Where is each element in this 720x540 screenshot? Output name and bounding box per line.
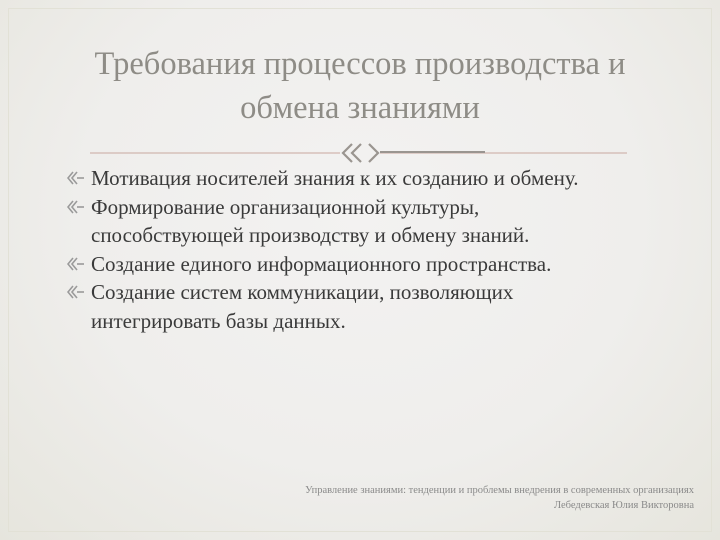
bullet-chevron-icon: [67, 171, 85, 185]
title-line-2: обмена знаниями: [240, 90, 480, 126]
bullet-item-communication: [67, 278, 687, 335]
bullet-text-continued: интегрировать базы данных.: [91, 308, 346, 333]
bullet-item-motivation: [67, 164, 687, 193]
divider-ornament-icon: [90, 142, 627, 166]
footer-course-title: Управление знаниями: тенденции и проблемы внедрения в современных организациях: [305, 485, 694, 496]
title-line-1: Требования процессов производства и: [94, 46, 626, 82]
bullet-item-culture: [67, 193, 687, 250]
bullet-text-continued: способствующей производству и обмену знаний.: [91, 223, 530, 247]
bullet-text: Создание единого информационного пространства.: [91, 251, 552, 276]
bullet-list: [67, 164, 687, 335]
slide-title: [0, 42, 720, 130]
bullet-chevron-icon: [67, 285, 85, 299]
bullet-text: Формирование организационной культуры,: [91, 194, 480, 219]
bullet-text: Создание систем коммуникации, позволяющих: [91, 280, 514, 304]
bullet-chevron-icon: [67, 200, 85, 214]
bullet-text: Мотивация носителей знания к их созданию и обмену.: [91, 166, 579, 190]
slide-footer: [214, 484, 694, 513]
footer-author: Лебедевская Юлия Викторовна: [553, 499, 694, 511]
bullet-chevron-icon: [67, 257, 85, 271]
bullet-item-info-space: [67, 250, 687, 279]
